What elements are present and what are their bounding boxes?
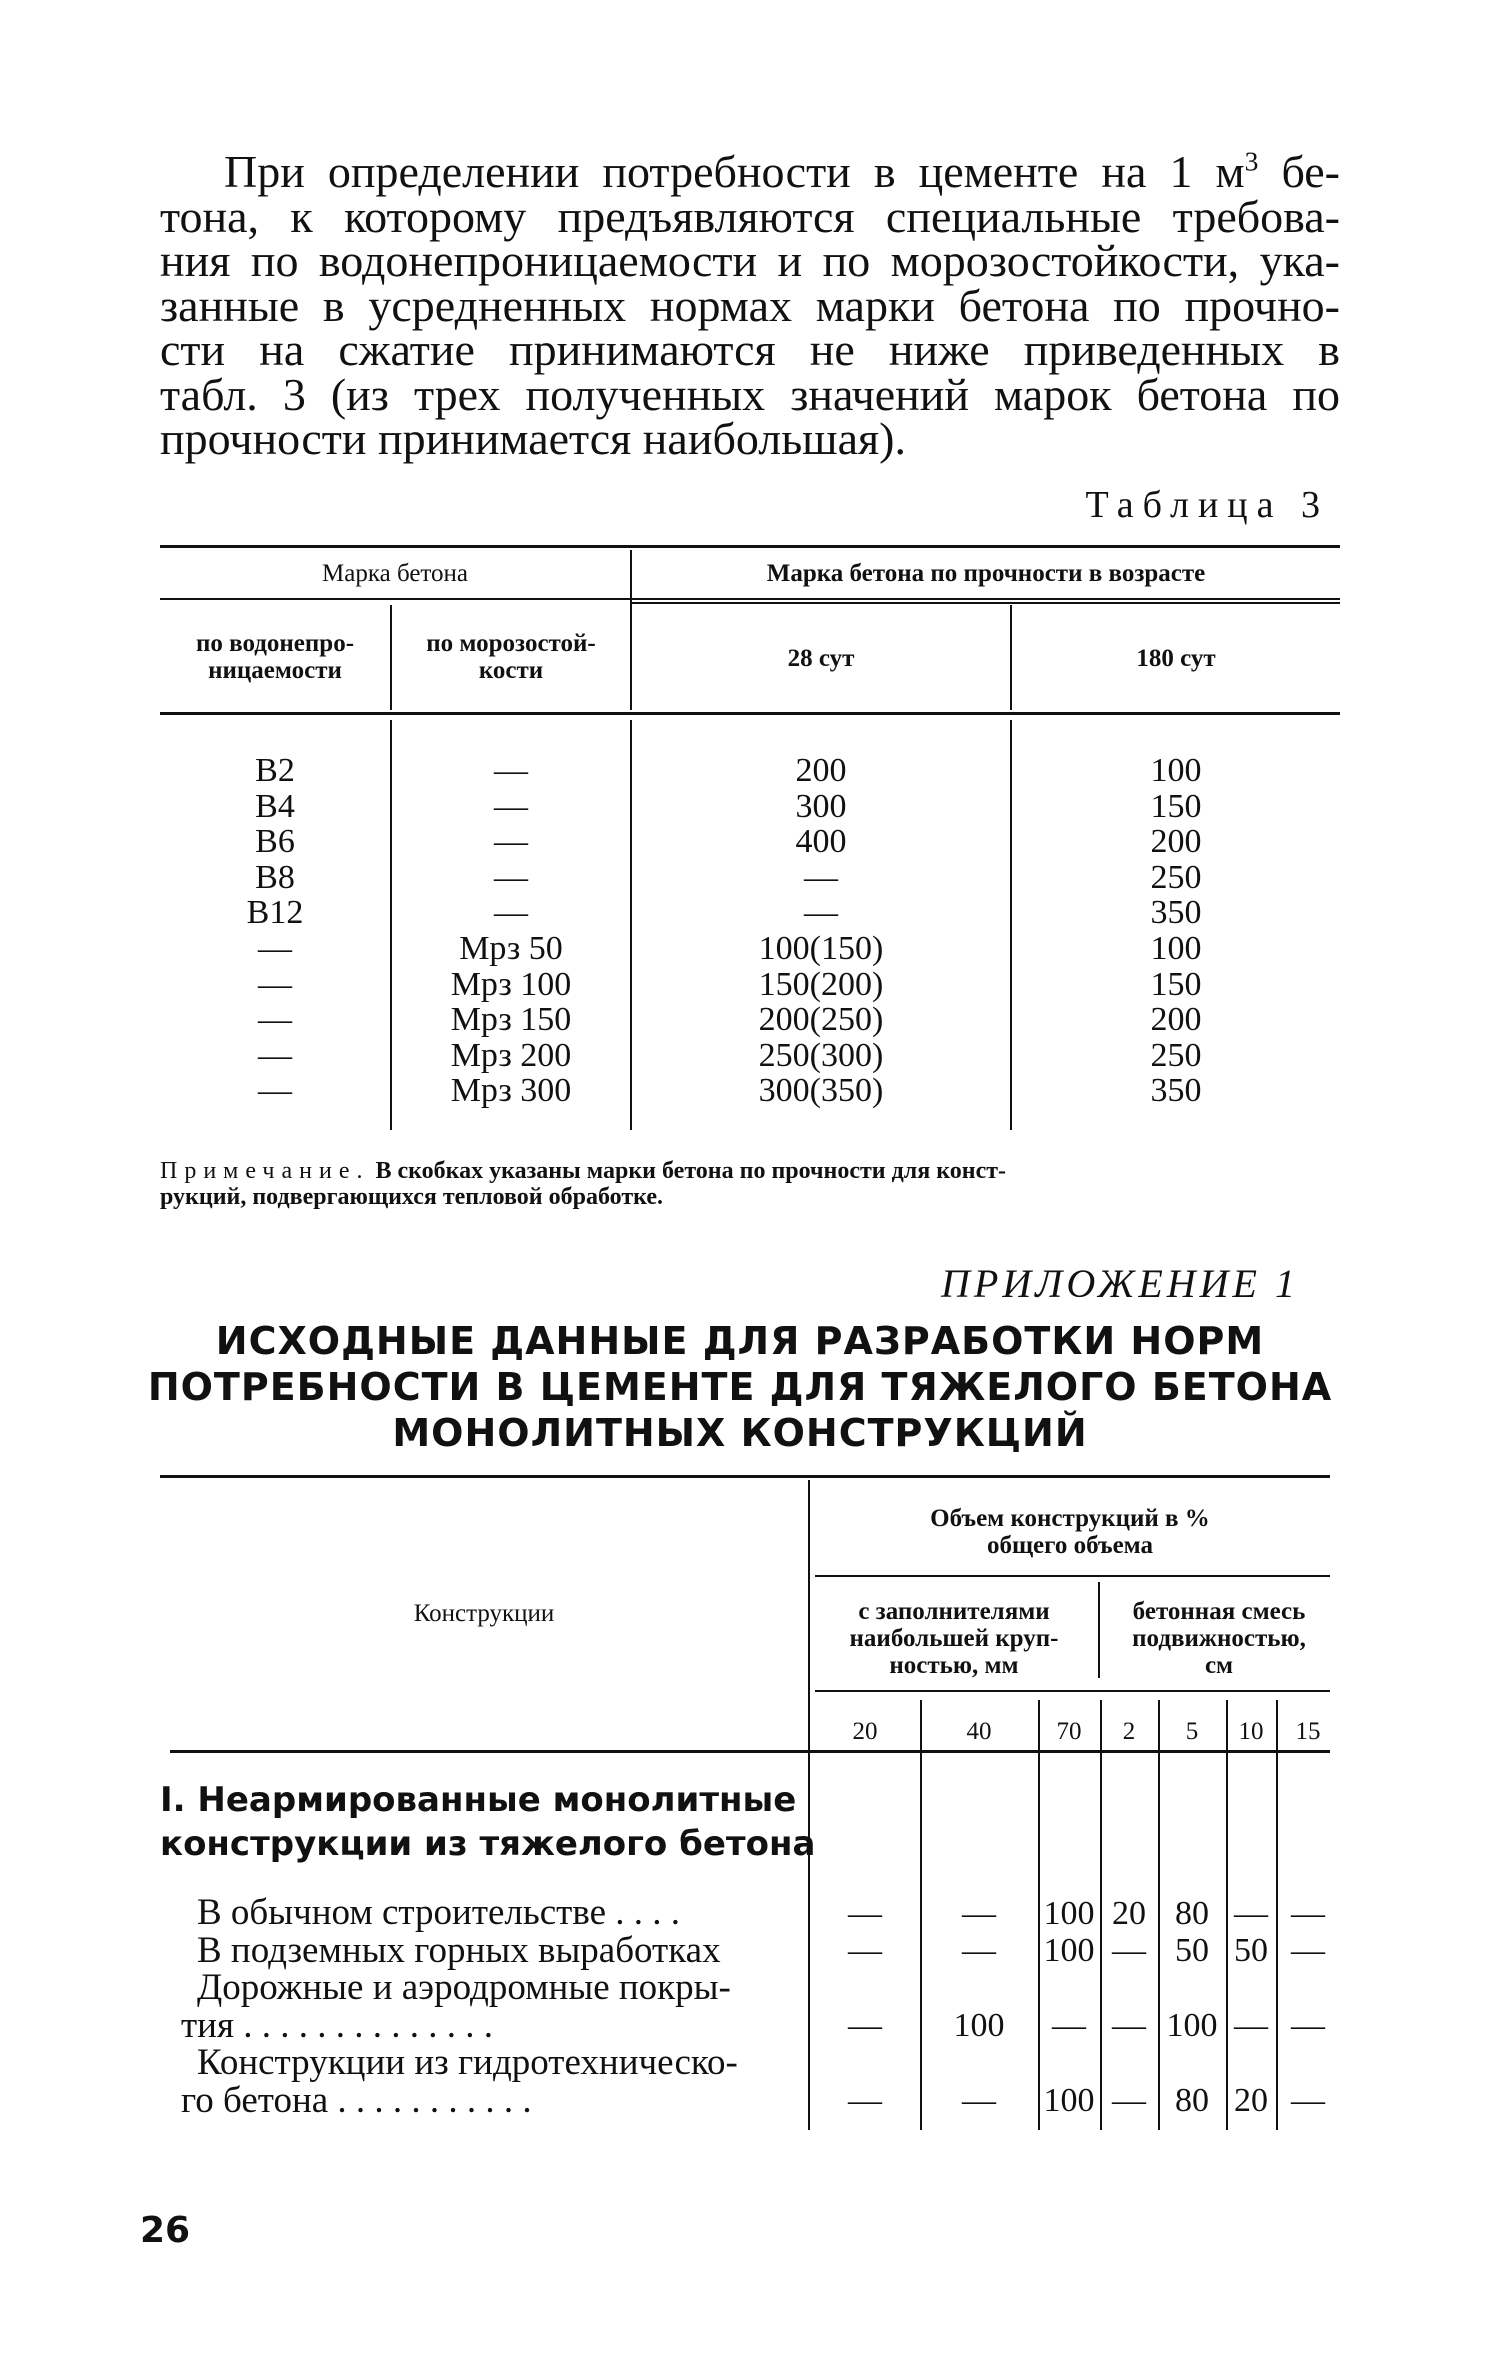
cell: 80	[1175, 1895, 1209, 1932]
row-label: Дорожные и аэродромные покры-	[197, 1967, 731, 2008]
cell: —	[962, 1895, 996, 1932]
cell: —	[1112, 2082, 1146, 2119]
sub-header: 70	[1056, 1718, 1082, 1745]
header-volume: Объем конструкций в % общего объема	[930, 1505, 1210, 1559]
header-mobility: бетонная смесь подвижностью, см	[1132, 1598, 1306, 1679]
cell: —	[1291, 2007, 1325, 2044]
page-number: 26	[140, 2210, 191, 2251]
header-concrete-grade: Марка бетона	[322, 560, 468, 587]
row-label: тия . . . . . . . . . . . . . .	[181, 2004, 493, 2046]
header-water-resistance: по водонепро- ницаемости	[195, 630, 355, 684]
cell: —	[848, 1895, 882, 1932]
cell: —	[848, 1932, 882, 1969]
header-28-days: 28 сут	[787, 645, 855, 672]
sub-header: 10	[1238, 1718, 1264, 1745]
note-text: В скобках указаны марки бетона по прочности для конст-	[369, 1158, 1006, 1184]
cell: 20	[1112, 1895, 1146, 1932]
intro-line: табл. 3 (из трех полученных значений марок бетона по	[160, 368, 1340, 420]
header-aggregate: с заполнителями наибольшей круп- ностью, мм	[849, 1598, 1059, 1679]
column-frost-values: — — — — — Мрз 50 Мрз 100 Мрз 150 Мрз 200 Мрз 300	[450, 752, 572, 1110]
cell: —	[962, 1932, 996, 1969]
cell: —	[962, 2082, 996, 2119]
divider	[815, 1575, 1330, 1577]
cell: 100	[1043, 2082, 1095, 2119]
cell: 100	[1166, 2007, 1218, 2044]
cell: 50	[1175, 1932, 1209, 1969]
header-180-days: 180 сут	[1136, 645, 1216, 672]
cell: —	[848, 2007, 882, 2044]
note-text: рукций, подвергающихся тепловой обработке.	[160, 1184, 664, 1210]
header-bottom-rule	[170, 1750, 1330, 1753]
header-frost-resistance: по морозостой- кости	[426, 630, 596, 684]
row-label: В подземных горных выработках	[197, 1929, 721, 1971]
header-strength-grade: Марка бетона по прочности в возрасте	[766, 560, 1206, 587]
intro-line: занные в усредненных нормах марки бетона по прочно-	[160, 279, 1340, 331]
section-heading: I. Неармированные монолитные конструкции из тяжелого бетона	[160, 1780, 816, 1864]
row-label: го бетона . . . . . . . . . . .	[181, 2079, 532, 2121]
cell: 50	[1234, 1932, 1268, 1969]
row-label: Конструкции из гидротехническо-	[197, 2042, 738, 2083]
sub-header: 40	[966, 1718, 992, 1745]
sub-header: 2	[1122, 1718, 1136, 1745]
table-top-rule	[160, 1475, 1330, 1478]
row-label: В обычном строительстве . . . .	[197, 1892, 681, 1933]
cell: 80	[1175, 2082, 1209, 2119]
appendix-title: ИСХОДНЫЕ ДАННЫЕ ДЛЯ РАЗРАБОТКИ НОРМ ПОТРЕБНОСТИ В ЦЕМЕНТЕ ДЛЯ ТЯЖЕЛОГО БЕТОНА МОНОЛИТНЫХ КОНСТРУКЦИЙ	[147, 1319, 1333, 1455]
cell: 20	[1234, 2082, 1268, 2119]
sub-header: 15	[1295, 1718, 1321, 1745]
intro-line: тона, к которому предъявляются специальные требова-	[160, 190, 1340, 242]
cell: —	[1112, 1932, 1146, 1969]
cell: 100	[953, 2007, 1005, 2044]
column-180-days-values: 100 150 200 250 350 100 150 200 250 350	[1150, 752, 1202, 1110]
divider	[632, 602, 1340, 604]
cell: 100	[1043, 1932, 1095, 1969]
cell: —	[1291, 1895, 1325, 1932]
intro-line-1: При определении потребности в цементе на 1 $м^3$ бе-	[224, 145, 1340, 197]
header-constructions: Конструкции	[413, 1600, 555, 1627]
cell: —	[848, 2082, 882, 2119]
intro-line: ния по водонепроницаемости и по морозостойкости, ука-	[160, 235, 1340, 286]
intro-paragraph	[160, 145, 1340, 464]
intro-line: сти на сжатие принимаются не ниже приведенных в	[160, 324, 1340, 375]
table-caption: Таблица 3	[1085, 484, 1329, 526]
cell: —	[1291, 2082, 1325, 2119]
cell: —	[1112, 2007, 1146, 2044]
appendix-label: ПРИЛОЖЕНИЕ 1	[941, 1261, 1299, 1306]
cell: 100	[1043, 1895, 1095, 1932]
cell: —	[1234, 2007, 1268, 2044]
sub-header: 20	[852, 1718, 878, 1745]
divider	[160, 598, 1340, 600]
cell: —	[1291, 1932, 1325, 1969]
column-water-values: B2 B4 B6 B8 B12 — — — — —	[246, 752, 304, 1110]
column-28-days-values: 200 300 400 — — 100(150) 150(200) 200(250) 250(300) 300(350)	[758, 752, 884, 1110]
intro-line: прочности принимается наибольшая).	[160, 413, 906, 464]
table-top-rule	[160, 545, 1340, 548]
sub-header: 5	[1185, 1718, 1199, 1745]
row-labels	[181, 1892, 738, 2121]
cell: —	[1052, 2007, 1086, 2044]
header-bottom-rule	[160, 712, 1340, 715]
divider	[630, 550, 632, 710]
cell: —	[1234, 1895, 1268, 1932]
divider	[815, 1690, 1330, 1692]
table-note	[160, 1158, 1340, 1210]
note-label: Примечание.	[160, 1158, 370, 1184]
